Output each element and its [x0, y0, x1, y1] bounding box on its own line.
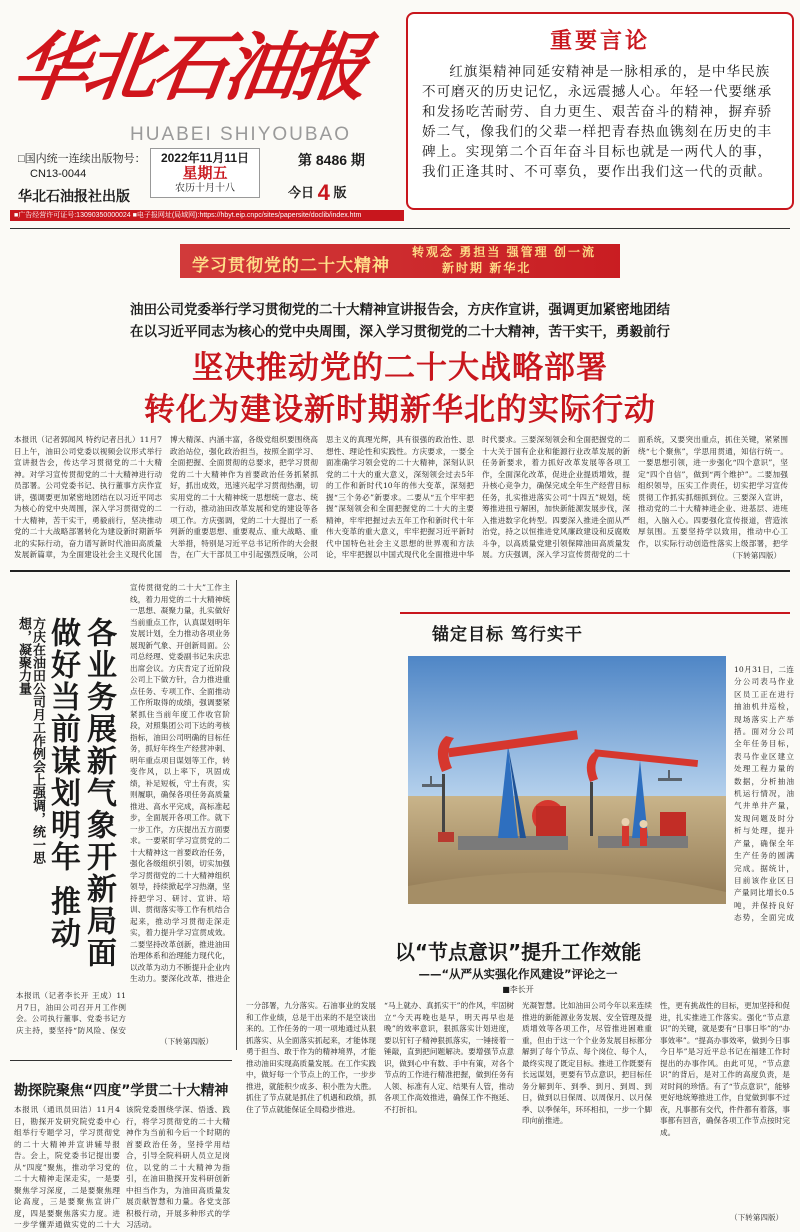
commentary-column-3: 光凝智慧。比如油田公司今年以来连续推进的新能源业务发展、安全管理及提质增效等各项工作，尽管推进困难重重，但由于这一个个业务发展目标都分解到了每个节点、每个岗位、每个人，最终实现了既定目标。推进工作既要有长远谋划，更要有节点意识，把目标任务分解到年、到季、到月、到周、到日，做到以日保周、以周保月、以月保季、以季保年，环环相扣，一步一个脚印向前推进。 — [522, 1001, 652, 1125]
date-box — [150, 148, 260, 198]
lunar-date: 农历十月十八 — [175, 183, 235, 194]
study-banner — [180, 244, 620, 278]
photo-rule — [400, 612, 790, 614]
newspaper-logo: 华北石油报 — [7, 25, 371, 111]
photo-section-title: 锚定目标 笃行实干 — [432, 625, 583, 645]
lead-column-3: 思主义的真理光辉，具有很强的政治性、思想性、理论性和实践性。方庆要求，一要全面准确学习领会党的二十大精神，深刻认识党的二十大的重大意义，深刻领会过去5年的工作和新时代10年的伟大变革，深刻把握“三个务必”新要求。二要从“五个牢牢把握”深刻领会和全面把握党的二十大的主要精神，牢牢把握过去五年工作和新时代十年伟大变革的重大意义，牢牢把握习近平新时代中国特色社会主义思想的世界观和方法论，牢牢把握以中国式现代化全面推进中华 — [326, 435, 474, 559]
lead-column-2: 博大精深、内涵丰富，各级党组织要围绕高政治站位，强化政治担当，按照全面学习、全面把握、全面贯彻的总要求，把学习贯彻党的二十大精神作为首要政治任务抓紧抓好，抓出成效，迅速兴起学习贯彻热潮，切实用党的二十大精神统一思想统一意志、统一行动，推动油田改革发展和党的建设等各项工作。方庆强调，党的二十大提出了一系列新的重要思想、重要观点、重大战略、重大举措，特别是习近平总书记所作的大会报告，在广大干部员工中引起强烈反响，公司 — [170, 435, 318, 559]
bottom-story-column-2: 该院党委围绕学深、悟透、践行，将学习贯彻党的二十大精神作为当前和今后一个时期的首要政治任务，坚持学用结合，引导全院科研人员立足岗位，以党的二十大精神为指引，在油田勘探开发科研创新中担当作为，为油田高质量发展贡献智慧和力量。各党支部积极行动，开展多种形式的学习活动。 — [126, 1105, 230, 1228]
left-story-continued: （下转第四版） — [160, 1037, 214, 1046]
issue-date: 2022年11月11日 — [160, 151, 250, 165]
lead-column-4: 时代要求。三要深刻领会和全面把握党的二十大关于国有企业和能源行业改革发展的新任务新要求，着力抓好改革发展等各项工作，全面深化改革，促进企业提质增效，提升核心竞争力，确保完成全年生产经营目标任务，扎实推进落实公司“十四五”规划，统筹推进扭亏解困，加快新能源发展步伐，深入推进数字化转型。四要深入推进全面从严治党，持之以恒推进党风廉政建设和反腐败斗争，以高质量党建引领保障油田高质量发展。方庆强调，深入学习宣传贯彻党的二十 — [482, 435, 630, 559]
lead-subhead-2: 在以习近平同志为核心的党中央周围，深入学习贯彻党的二十大精神，苦干实干，勇毅前行 — [130, 324, 670, 340]
commentary-continued: （下转第四版） — [730, 1213, 784, 1222]
lead-headline-1: 坚决推动党的二十大战略部署 — [192, 350, 608, 386]
divider — [10, 228, 790, 229]
lead-headline-2: 转化为建设新时期新华北的实际行动 — [144, 392, 656, 428]
left-story-byline: 本报讯（记者李长开 王成）11月7日，油田公司召开月工作例会。公司执行董事、党委书记方庆主持，要坚持“防风险、保安 — [16, 991, 126, 1035]
banner-slogan: 转观念 勇担当 强管理 创一流 新时期 新华北 — [412, 245, 597, 275]
publisher: 华北石油报社出版 — [18, 188, 130, 204]
oilfield-photo — [408, 656, 726, 904]
important-words-box — [406, 12, 794, 210]
bottom-story-headline: 勘探院聚焦“四度”学贯二十大精神 — [14, 1083, 229, 1099]
serial-number: CN13-0044 — [30, 168, 87, 180]
section-divider — [10, 570, 790, 572]
important-words-title: 重要言论 — [549, 28, 650, 53]
banner-title: 学习贯彻党的二十大精神 — [192, 256, 390, 275]
page-count: 今日 4 版 — [288, 180, 347, 205]
newspaper-pinyin: HUABEI SHIYOUBAO — [130, 124, 351, 145]
commentary-column-2: “马上就办、真抓实干”的作风，牢固树立“今天再晚也是早，明天再早也是晚”的效率意识，狠抓落实计划进度，要以钉钉子精神狠抓落实，一锤接着一锤敲，直到把问题解决。要增强节点意识，做到心中有数、手中有策，对各个节点的工作进行精准把握，做到任务有人领、标准有人定、结果有人管，推动各项工作高效推进，确保工作不拖延、不打折扣。 — [384, 1001, 514, 1114]
lead-continued: （下转第四版） — [728, 551, 782, 560]
commentary-column-4: 性，更有挑战性的目标，更加坚持和促进，扎实推进工作落实。强化“节点意识”的关键，就是要有“日事日毕”的“办事效率”。“提高办事效率，做到今日事今日毕”是习近平总书记在福建工作时提出的办事作风。由此可见，“节点意识”的背后，是对工作的高度负责，是对时间的珍惜。有了“节点意识”，能够更好地统筹推进工作，自觉做到事不过夜，凡事都有交代，件件都有着落，事事都有回音，确保各项工作节点按时完成。 — [660, 1001, 790, 1137]
left-story-headline: 各业务展新气象开新局面做好当前谋划明年 推动 — [45, 617, 116, 969]
bottom-story-column-1: 本报讯（通讯员田洁）11月4日，勘探开发研究院党委中心组举行专题学习，学习贯彻党的二十大精神并宣讲辅导报告。会上，院党委书记提出要从“四度”聚焦，推动学习党的二十大精神走深走实，一是要聚焦学习深度，二是要聚焦理论高度，三是要聚焦宣讲广度，四是要聚焦落实力度。进一步学懂弄通做实党的二十大 — [14, 1105, 120, 1228]
commentary-author: ■李长开 — [502, 985, 534, 994]
commentary-headline: 以“节点意识”提升工作效能 — [394, 940, 642, 964]
bottom-divider — [10, 1060, 232, 1061]
left-story-body: 宣传贯彻党的二十大”工作主线，着力用党的二十大精神统一思想、凝聚力量，扎实做好当前重点工作，认真谋划明年发展计划，全力推动各项业务展现新气象、开创新局面。公司总经理、党委副书记朱庆忠出席会议。方庆肯定了近阶段公司上下做方针，合力推进重点任务、专项工作、全面推动工作所取得的成绩，强调要紧紧抓住当前年度工作收官阶段，对照集团公司下达的考核指标，油田公司明确的目标任务，抓好年终生产经营冲刺、明年重点项目谋划等工作，转变作风，以上率下，巩固成绩，补足短板，守土有责，实则履职，确保各项任务高质量推进、高水平完成，高标准起步，全面展开各项工作。就下一步工作，方庆提出五方面要求。一要紧盯学习宣贯党的二十大精神这一首要政治任务，强化各级组织引领，切实加强学习贯彻党的二十大精神组织领导，持续掀起学习热潮，坚持把学习、研讨、宣讲、培训、贯彻落实等工作有机结合起来，推动学习贯彻走深走实，着力提升学习宣贯成效。二要坚持改革创新，推进油田治理体系和治理能力现代化，以改革为动力不断提升企业内生动力。要深化改革，推进企 — [130, 583, 230, 982]
lead-column-1: 本报讯（记者郭闻风 特约记者吕扎）11月7日上午，油田公司党委以视频会议形式举行宣讲报告会，传达学习贯彻党的二十大精神。对学习宣传贯彻党的二十大精神进行动员部署。公司党委书记、执行董事方庆作宣讲，强调要更加紧密地团结在以习近平同志为核心的党中央周围，深入学习贯彻党的二十大精神，苦干实干，勇毅前行，坚决推动党的二十大战略部署转化为建设新时期新华北的实际行动，奋力谱写新时代油田高质量发展新篇章，为全面建设社会主义现代化国 — [14, 435, 162, 559]
commentary-subhead: ——“从严从实强化作风建设”评论之一 — [418, 967, 618, 981]
commentary-column-1: 一分部署，九分落实。石油事业的发展和工作业绩，总是干出来的不是空谈出来的。工作任务的一项一项地通过从狠抓落实、从全面落实抓起来，才能体现勇于担当、敢于作为的精神境界，才能推动油田实现高质量发展。在工作实践中，做好每一个节点上的工作，一步步推进，就能积少成多、积小胜为大胜。抓住了节点就是抓住了机遇和政绩，抓住了节点就能保证全局稳步推进。 — [246, 1001, 376, 1114]
weekday: 星期五 — [182, 165, 228, 182]
left-story-subhead: 方庆在油田公司月工作例会上强调，统一思想，凝聚力量 — [16, 617, 45, 864]
serial-info — [18, 152, 146, 182]
lead-column-5: 面系统，又要突出重点，抓住关键，紧紧围绕“七个聚焦”，学思用贯通，知信行统一。一要思想引领，进一步强化“四个意识”，坚定“四个自信”，做到“两个维护”。二要加强组织领导，压实工作责任，切实把学习宣传贯彻工作抓实抓细抓到位。三要深入宣讲，推动党的二十大精神进企业、进基层、进班组，入脑入心。四要强化宣传报道，营造浓厚氛围。五要坚持学以致用，推动中心工作，以实际行动创造性落实上级部署，把学 — [638, 435, 788, 548]
pumpjack-photo-illustration — [408, 656, 726, 904]
photo-caption: 10月31日，二连分公司表马作业区员工正在进行抽油机井巡检，现场落实上产举措。面对分公司全年任务目标，表马作业区建立处理工程力量的数据，分析抽油机运行情况，油气井单井产量，发现问题及时分析与处理，提升产量，确保全年生产任务的圆满完成。据统计，目前该作业区日产量同比增长0.5吨，并保持良好态势，全面完成 — [734, 665, 794, 923]
lead-subhead-1: 油田公司党委举行学习贯彻党的二十大精神宣讲报告会，方庆作宣讲，强调更加紧密地团结 — [130, 302, 670, 318]
issue-number: 第 8486 期 — [298, 152, 365, 168]
important-words-body: 红旗渠精神同延安精神是一脉相承的，是中华民族不可磨灭的历史记忆，永远震撼人心。年轻一代要继承和发扬吃苦耐劳、自力更生、艰苦奋斗的精神，摒弃骄娇二气，像我们的父辈一样把青春热血镌刻在历史的丰碑上。实现第二个百年奋斗目标也就是一两代人的事，我们正逢其时、不可辜负，要作出我们这一代的贡献。 — [422, 64, 773, 180]
info-strip: ■广告经营许可证号:13090350000024 ■电子报网址(局域网):https://hbyt.eip.cnpc/sites/papersite/doclib/index.htm — [10, 210, 404, 221]
serial-label: □国内统一连续出版物号： — [18, 153, 146, 165]
